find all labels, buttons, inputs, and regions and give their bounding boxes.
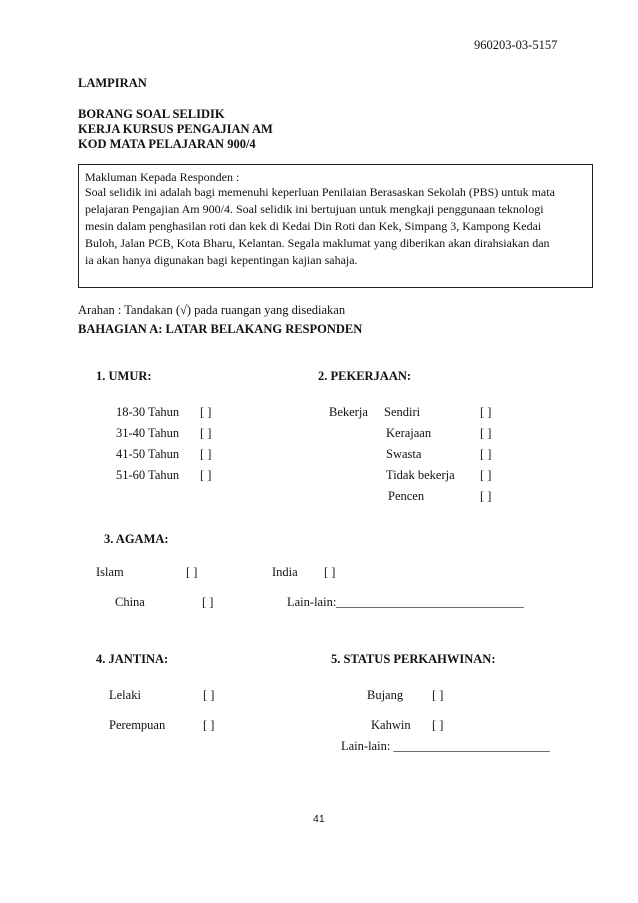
q3-religion-title: 3. AGAMA: — [104, 532, 169, 546]
q4-gender-title: 4. JANTINA: — [96, 652, 169, 666]
religion-checkbox[interactable]: [ ] — [324, 565, 336, 579]
age-checkbox[interactable]: [ ] — [200, 468, 212, 482]
religion-other-field[interactable]: Lain-lain:______________________________ — [287, 595, 524, 609]
occupation-option-label: Kerajaan — [386, 426, 432, 440]
notice-line: Soal selidik ini adalah bagi memenuhi keperluan Penilaian Berasaskan Sekolah (PBS) untuk mata — [85, 185, 555, 199]
age-option-label: 51-60 Tahun — [116, 468, 180, 482]
notice-line: ia akan hanya digunakan bagi kepentingan kajian sahaja. — [85, 253, 358, 267]
page-number: 41 — [313, 813, 325, 825]
age-checkbox[interactable]: [ ] — [200, 447, 212, 461]
age-option-label: 18-30 Tahun — [116, 405, 180, 419]
age-option-label: 31-40 Tahun — [116, 426, 180, 440]
q5-marital-status-title: 5. STATUS PERKAHWINAN: — [331, 652, 496, 666]
marital-other-field[interactable]: Lain-lain: _________________________ — [341, 739, 550, 753]
document-code: 960203-03-5157 — [474, 38, 558, 52]
religion-option-label: China — [115, 595, 145, 609]
religion-option-label: India — [272, 565, 298, 579]
subject-code-title: KOD MATA PELAJARAN 900/4 — [78, 137, 256, 151]
appendix-heading: LAMPIRAN — [78, 76, 147, 90]
respondent-notice-box — [78, 164, 593, 288]
occupation-option-label: Tidak bekerja — [386, 468, 455, 482]
gender-checkbox[interactable]: [ ] — [203, 688, 215, 702]
marital-option-label: Bujang — [367, 688, 404, 702]
section-a-heading: BAHAGIAN A: LATAR BELAKANG RESPONDEN — [78, 322, 363, 336]
occupation-option-label: Swasta — [386, 447, 422, 461]
occupation-checkbox[interactable]: [ ] — [480, 489, 492, 503]
age-checkbox[interactable]: [ ] — [200, 405, 212, 419]
notice-line: Makluman Kepada Responden : — [85, 170, 240, 184]
occupation-option-label: Sendiri — [384, 405, 421, 419]
occupation-checkbox[interactable]: [ ] — [480, 426, 492, 440]
q1-age-title: 1. UMUR: — [96, 369, 152, 383]
religion-checkbox[interactable]: [ ] — [202, 595, 214, 609]
notice-line: Buloh, Jalan PCB, Kota Bharu, Kelantan. Segala maklumat yang diberikan akan dirahsiakan dan — [85, 236, 550, 250]
notice-line: pelajaran Pengajian Am 900/4. Soal selidik ini bertujuan untuk mengkaji penggunaan teknologi — [85, 202, 544, 216]
gender-option-label: Lelaki — [109, 688, 141, 702]
marital-checkbox[interactable]: [ ] — [432, 718, 444, 732]
religion-checkbox[interactable]: [ ] — [186, 565, 198, 579]
instruction-text: Arahan : Tandakan (√) pada ruangan yang disediakan — [78, 303, 346, 317]
coursework-title: KERJA KURSUS PENGAJIAN AM — [78, 122, 273, 136]
q2-occupation-title: 2. PEKERJAAN: — [318, 369, 412, 383]
occupation-option-label: Pencen — [388, 489, 425, 503]
gender-checkbox[interactable]: [ ] — [203, 718, 215, 732]
marital-checkbox[interactable]: [ ] — [432, 688, 444, 702]
employed-group-label: Bekerja — [329, 405, 368, 419]
marital-option-label: Kahwin — [371, 718, 411, 732]
occupation-checkbox[interactable]: [ ] — [480, 405, 492, 419]
age-checkbox[interactable]: [ ] — [200, 426, 212, 440]
religion-option-label: Islam — [96, 565, 124, 579]
form-title: BORANG SOAL SELIDIK — [78, 107, 225, 121]
occupation-checkbox[interactable]: [ ] — [480, 468, 492, 482]
occupation-checkbox[interactable]: [ ] — [480, 447, 492, 461]
gender-option-label: Perempuan — [109, 718, 166, 732]
age-option-label: 41-50 Tahun — [116, 447, 180, 461]
notice-line: mesin dalam penghasilan roti dan kek di Kedai Din Roti dan Kek, Simpang 3, Kampong Kedai — [85, 219, 542, 233]
